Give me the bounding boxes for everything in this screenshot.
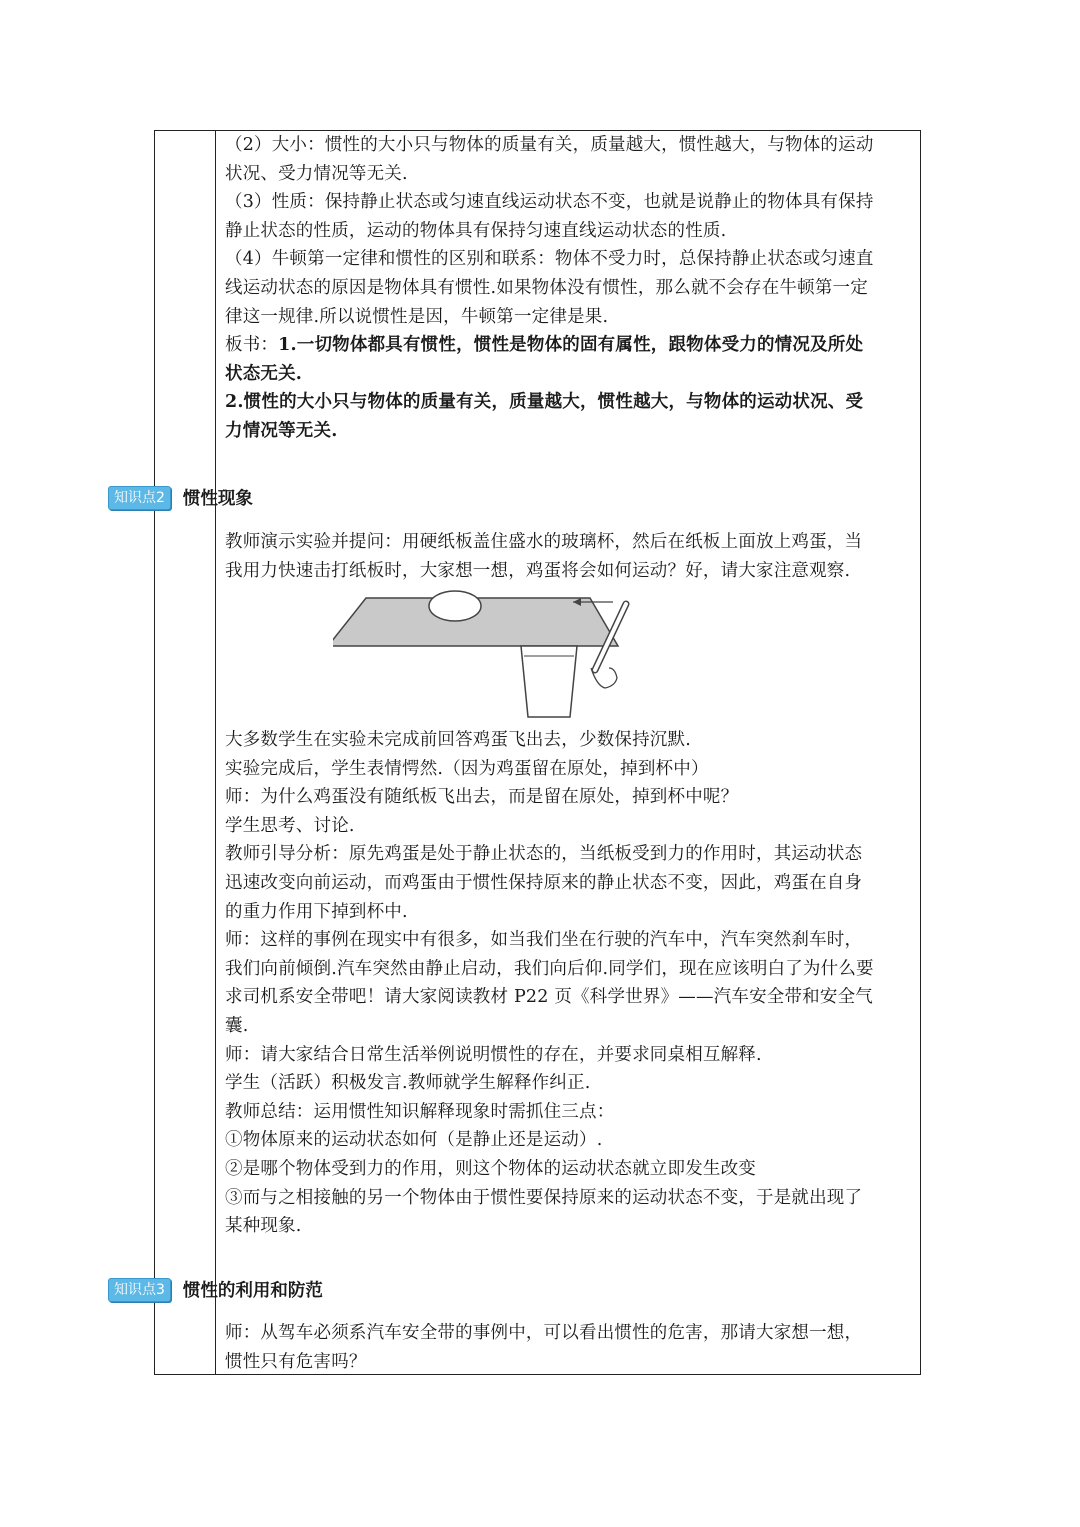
text-line: 师：这样的事例在现实中有很多，如当我们坐在行驶的汽车中，汽车突然刹车时， bbox=[225, 930, 863, 951]
board-prefix: 板书： bbox=[225, 335, 279, 356]
text-line: 实验完成后，学生表情愕然.（因为鸡蛋留在原处，掉到杯中） bbox=[225, 758, 709, 779]
text-line: （2）大小：惯性的大小只与物体的质量有关，质量越大，惯性越大，与物体的运动 bbox=[225, 135, 874, 155]
knowledge-point-title: 惯性的利用和防范 bbox=[182, 1281, 323, 1301]
text-line: 师：从驾车必须系汽车安全带的事例中，可以看出惯性的危害，那请大家想一想， bbox=[225, 1323, 863, 1343]
text-line: ③而与之相接触的另一个物体由于惯性要保持原来的运动状态不变，于是就出现了 bbox=[225, 1187, 863, 1208]
text-line: 迅速改变向前运动，而鸡蛋由于惯性保持原来的静止状态不变，因此，鸡蛋在自身 bbox=[225, 872, 863, 893]
text-line: ②是哪个物体受到力的作用，则这个物体的运动状态就立即发生改变 bbox=[225, 1158, 756, 1179]
text-line: （3）性质：保持静止状态或匀速直线运动状态不变，也就是说静止的物体具有保持 bbox=[225, 192, 874, 213]
board-line3: 2.惯性的大小只与物体的质量有关，质量越大，惯性越大，与物体的运动状况、受 bbox=[225, 392, 864, 413]
block-demo-question bbox=[225, 528, 915, 585]
text-line: 学生思考、讨论. bbox=[225, 815, 355, 836]
text-line: 状况、受力情况等无关. bbox=[225, 163, 408, 184]
knowledge-point-title: 惯性现象 bbox=[182, 489, 253, 509]
block-inertia-properties bbox=[225, 131, 915, 331]
text-line: 律这一规律.所以说惯性是因，牛顿第一定律是果. bbox=[225, 306, 609, 327]
board-line1: 1.一切物体都具有惯性，惯性是物体的固有属性，跟物体受力的情况及所处 bbox=[278, 335, 864, 356]
block-inertia-use bbox=[225, 1319, 915, 1376]
block-demo-discussion bbox=[225, 726, 915, 1241]
knowledge-point-badge: 知识点3 bbox=[108, 1278, 171, 1302]
board-notes-line1 bbox=[225, 331, 915, 360]
text-line: 教师演示实验并提问：用硬纸板盖住盛水的玻璃杯，然后在纸板上面放上鸡蛋，当 bbox=[225, 532, 863, 552]
text-line: 我们向前倾倒.汽车突然由静止启动，我们向后仰.同学们，现在应该明白了为什么要 bbox=[225, 958, 874, 979]
knowledge-point-badge: 知识点2 bbox=[108, 486, 171, 510]
knowledge-point-3-header bbox=[108, 1277, 323, 1302]
board-line4: 力情况等无关. bbox=[225, 420, 338, 441]
text-line: 师：请大家结合日常生活举例说明惯性的存在，并要求同桌相互解释. bbox=[225, 1044, 762, 1065]
egg-cup-experiment-illustration bbox=[333, 590, 633, 724]
text-line: 线运动状态的原因是物体具有惯性.如果物体没有惯性，那么就不会存在牛顿第一定 bbox=[225, 277, 868, 298]
knowledge-point-2-header bbox=[108, 485, 253, 510]
text-line: 师：为什么鸡蛋没有随纸板飞出去，而是留在原处，掉到杯中呢？ bbox=[225, 787, 739, 808]
text-line: 学生（活跃）积极发言.教师就学生解释作纠正. bbox=[225, 1073, 591, 1094]
text-line: 我用力快速击打纸板时，大家想一想，鸡蛋将会如何运动？好，请大家注意观察. bbox=[225, 560, 851, 581]
text-line: ①物体原来的运动状态如何（是静止还是运动）. bbox=[225, 1130, 603, 1151]
content-area bbox=[225, 131, 915, 446]
text-line: （4）牛顿第一定律和惯性的区别和联系：物体不受力时，总保持静止状态或匀速直 bbox=[225, 249, 874, 270]
board-line2: 状态无关. bbox=[225, 363, 303, 384]
text-line: 大多数学生在实验未完成前回答鸡蛋飞出去，少数保持沉默. bbox=[225, 730, 691, 750]
text-line: 教师总结：运用惯性知识解释现象时需抓住三点： bbox=[225, 1101, 615, 1122]
text-line: 教师引导分析：原先鸡蛋是处于静止状态的，当纸板受到力的作用时，其运动状态 bbox=[225, 844, 863, 865]
text-line: 惯性只有危害吗？ bbox=[225, 1351, 367, 1372]
text-line: 囊. bbox=[225, 1015, 249, 1036]
text-line: 某种现象. bbox=[225, 1216, 302, 1237]
left-column bbox=[155, 131, 216, 1374]
text-line: 求司机系安全带吧！请大家阅读教材 P22 页《科学世界》——汽车安全带和安全气 bbox=[225, 987, 873, 1008]
text-line: 的重力作用下掉到杯中. bbox=[225, 901, 408, 922]
text-line: 静止状态的性质，运动的物体具有保持匀速直线运动状态的性质. bbox=[225, 220, 727, 241]
